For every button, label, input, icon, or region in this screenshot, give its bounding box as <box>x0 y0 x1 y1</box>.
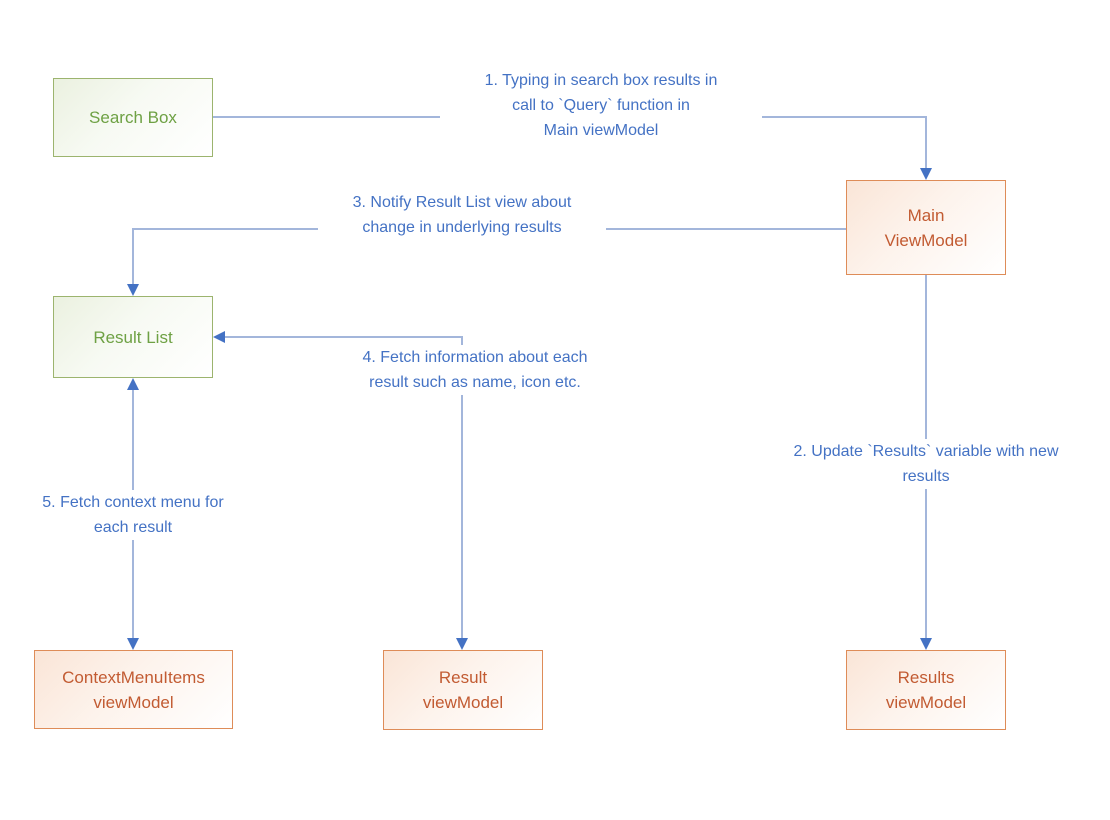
node-main-viewmodel-label: ViewModel <box>884 230 968 250</box>
edge3-label <box>318 190 606 240</box>
edge2-label-line: 2. Update `Results` variable with new <box>793 443 1059 460</box>
edge4-line-horizontal <box>225 336 463 338</box>
edge5-label <box>18 490 248 540</box>
edge4-arrowhead-down <box>456 638 468 650</box>
edge1-arrowhead <box>920 168 932 180</box>
node-contextmenuitems-viewmodel[interactable] <box>34 650 233 729</box>
node-main-viewmodel-label: Main <box>907 205 945 225</box>
edge3-line-vertical <box>132 228 134 286</box>
node-result-viewmodel-label: viewModel <box>422 693 504 712</box>
edge1-line-vertical <box>925 116 927 170</box>
edge3-label-line: change in underlying results <box>362 219 562 236</box>
edge5-label-line: 5. Fetch context menu for <box>42 494 224 511</box>
node-contextmenuitems-viewmodel-label: ContextMenuItems <box>62 667 205 687</box>
node-result-viewmodel[interactable] <box>383 650 543 730</box>
node-contextmenuitems-viewmodel-label: viewModel <box>93 692 174 712</box>
node-search-box[interactable] <box>53 78 213 157</box>
node-result-list[interactable] <box>53 296 213 378</box>
edge1-label <box>440 68 762 143</box>
edge1-label-line: 1. Typing in search box results in <box>484 72 718 89</box>
edge2-label-line: results <box>902 468 950 485</box>
edge5-arrowhead-down <box>127 638 139 650</box>
node-result-viewmodel-label: Result <box>438 668 488 687</box>
edge3-label-line: 3. Notify Result List view about <box>352 194 572 211</box>
edge3-arrowhead <box>127 284 139 296</box>
edge1-label-line: Main viewModel <box>543 122 659 139</box>
edge4-label <box>327 345 623 395</box>
edge4-label-line: 4. Fetch information about each <box>362 349 588 366</box>
edge2-arrowhead <box>920 638 932 650</box>
edge4-label-line: result such as name, icon etc. <box>369 374 581 391</box>
edge2-label <box>763 439 1089 489</box>
node-search-box-label: Search Box <box>89 108 177 127</box>
node-result-list-label: Result List <box>93 327 173 347</box>
edge4-arrowhead-left <box>213 331 225 343</box>
node-results-viewmodel-label: Results <box>897 668 955 687</box>
edge5-arrowhead-up <box>127 378 139 390</box>
node-main-viewmodel[interactable] <box>846 180 1006 275</box>
node-results-viewmodel[interactable] <box>846 650 1006 730</box>
node-results-viewmodel-label: viewModel <box>885 693 967 712</box>
edge5-label-line: each result <box>93 519 173 536</box>
edge1-label-line: call to `Query` function in <box>512 97 690 114</box>
